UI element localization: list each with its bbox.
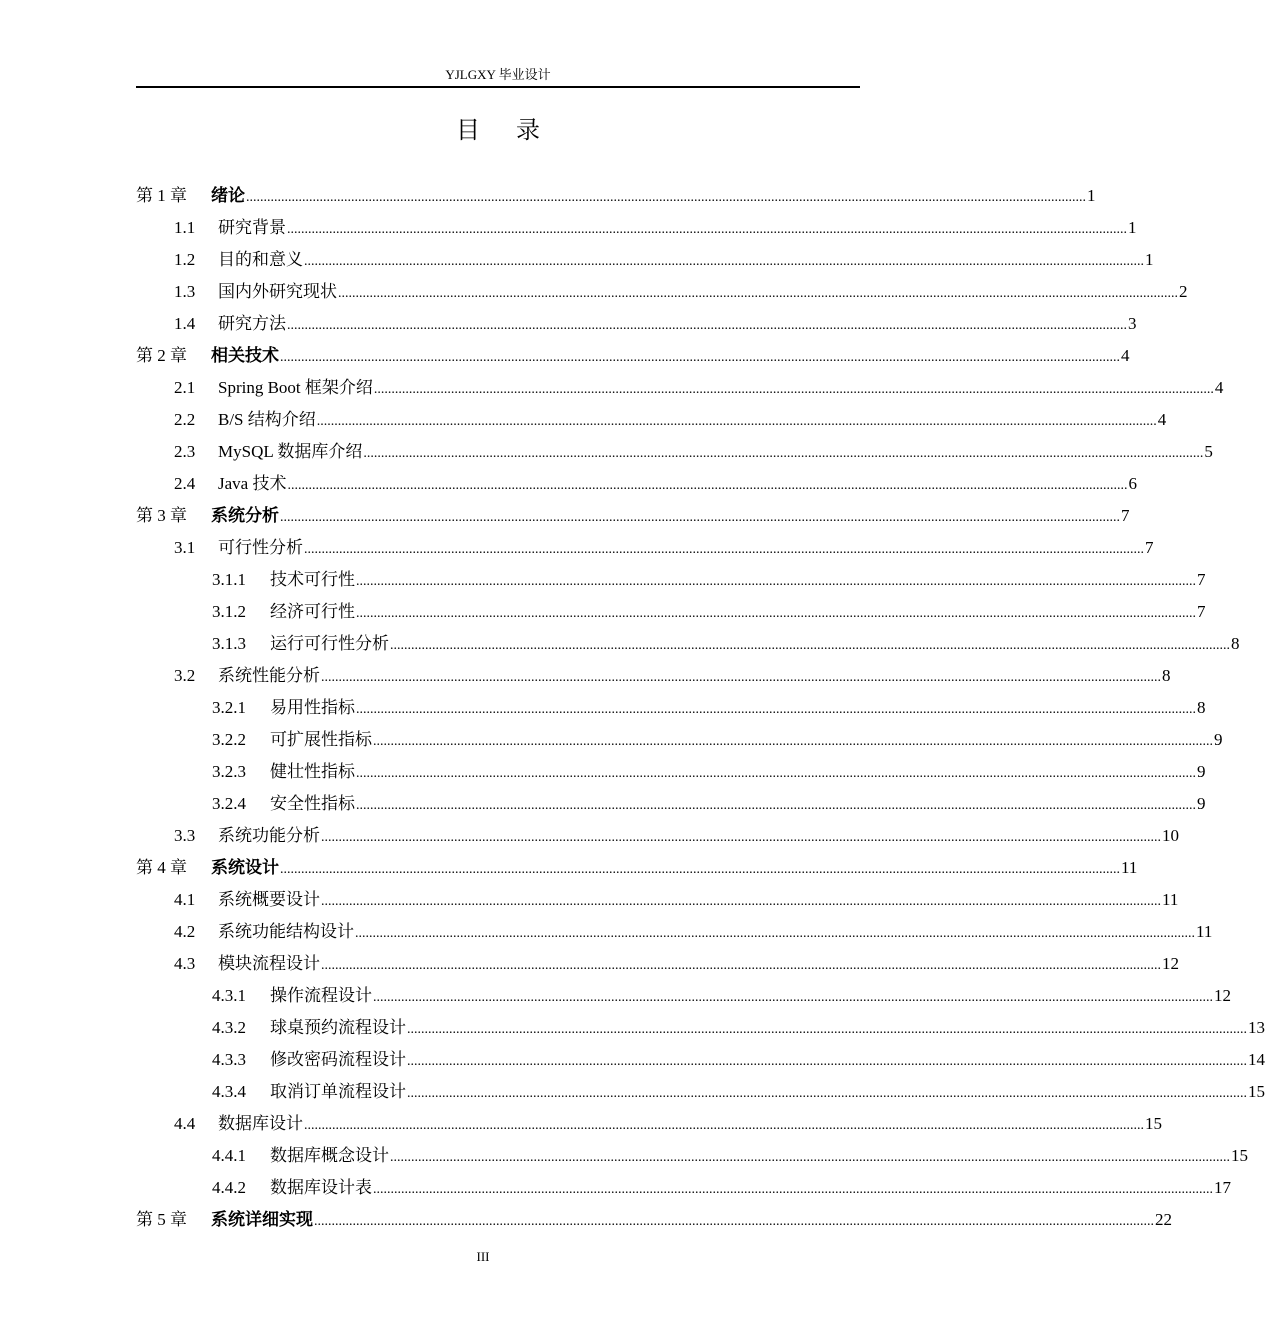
toc-entry-number: 3.3 [174, 826, 196, 845]
toc-entry-title: 系统详细实现 [211, 1210, 313, 1229]
toc-entry-number: 3.2.1 [212, 698, 246, 717]
toc-entry[interactable] [174, 373, 1224, 403]
toc-entry-page: 7 [1121, 506, 1130, 525]
toc-leader-dots: ................................................................................................................................................................................................................................................ [407, 1022, 1247, 1037]
toc-entry-title: 健壮性指标 [270, 762, 355, 781]
toc-entry[interactable] [174, 661, 1171, 691]
toc-leader-dots: ................................................................................................................................................................................................................................................ [321, 894, 1161, 909]
toc-entry-number: 第 5 章 [136, 1210, 187, 1229]
toc-entry[interactable] [212, 1013, 1265, 1043]
toc-entry-title: 研究背景 [218, 218, 286, 237]
toc-entry[interactable] [212, 1045, 1265, 1075]
toc-leader-dots: ................................................................................................................................................................................................................................................ [321, 830, 1161, 845]
toc-entry[interactable] [136, 501, 1130, 531]
toc-entry[interactable] [174, 309, 1137, 339]
toc-entry-title: 可扩展性指标 [270, 730, 372, 749]
toc-entry-page: 15 [1145, 1114, 1162, 1133]
toc-entry-number: 2.4 [174, 474, 196, 493]
toc-leader-dots: ................................................................................................................................................................................................................................................ [314, 1214, 1154, 1229]
toc-entry-title: Java 技术 [218, 474, 287, 493]
toc-leader-dots: ................................................................................................................................................................................................................................................ [356, 574, 1196, 589]
toc-entry-page: 6 [1128, 474, 1137, 493]
toc-leader-dots: ................................................................................................................................................................................................................................................ [356, 606, 1196, 621]
toc-leader-dots: ................................................................................................................................................................................................................................................ [373, 1182, 1213, 1197]
toc-leader-dots: ................................................................................................................................................................................................................................................ [246, 190, 1086, 205]
toc-entry[interactable] [174, 437, 1213, 467]
toc-entry-page: 8 [1162, 666, 1171, 685]
toc-entry-number: 3.2.2 [212, 730, 246, 749]
header-rule [136, 86, 860, 88]
toc-entry[interactable] [174, 949, 1179, 979]
toc-entry-title: MySQL 数据库介绍 [218, 442, 363, 461]
toc-entry[interactable] [212, 565, 1206, 595]
toc-entry[interactable] [174, 469, 1137, 499]
toc-entry[interactable] [136, 1205, 1172, 1235]
toc-leader-dots: ................................................................................................................................................................................................................................................ [338, 286, 1178, 301]
toc-entry-title: 数据库概念设计 [270, 1146, 389, 1165]
toc-entry-title: 运行可行性分析 [270, 634, 389, 653]
toc-entry-title: 国内外研究现状 [218, 282, 337, 301]
toc-entry-page: 15 [1248, 1082, 1265, 1101]
toc-entry[interactable] [174, 213, 1137, 243]
toc-leader-dots: ................................................................................................................................................................................................................................................ [321, 670, 1161, 685]
toc-entry-title: 取消订单流程设计 [270, 1082, 406, 1101]
toc-entry[interactable] [136, 341, 1130, 371]
toc-entry-page: 1 [1087, 186, 1096, 205]
toc-entry-number: 第 1 章 [136, 186, 187, 205]
toc-entry-title: 绪论 [211, 186, 245, 205]
toc-leader-dots: ................................................................................................................................................................................................................................................ [304, 542, 1144, 557]
toc-entry-number: 4.3.3 [212, 1050, 246, 1069]
toc-entry-page: 22 [1155, 1210, 1172, 1229]
toc-entry[interactable] [212, 757, 1206, 787]
toc-leader-dots: ................................................................................................................................................................................................................................................ [373, 990, 1213, 1005]
toc-entry-number: 4.4.1 [212, 1146, 246, 1165]
toc-entry-number: 3.1.3 [212, 634, 246, 653]
toc-leader-dots: ................................................................................................................................................................................................................................................ [356, 766, 1196, 781]
toc-entry-number: 2.3 [174, 442, 196, 461]
toc-entry-page: 11 [1121, 858, 1138, 877]
toc-leader-dots: ................................................................................................................................................................................................................................................ [390, 1150, 1230, 1165]
toc-entry-page: 4 [1121, 346, 1130, 365]
toc-entry-page: 4 [1157, 410, 1167, 429]
toc-entry[interactable] [174, 245, 1154, 275]
toc-entry-number: 3.2.4 [212, 794, 246, 813]
toc-entry-number: 1.2 [174, 250, 196, 269]
toc-entry[interactable] [174, 533, 1154, 563]
toc-leader-dots: ................................................................................................................................................................................................................................................ [280, 510, 1120, 525]
toc-entry-title: 操作流程设计 [270, 986, 372, 1005]
toc-entry-title: 系统概要设计 [218, 890, 320, 909]
toc-leader-dots: ................................................................................................................................................................................................................................................ [304, 254, 1144, 269]
toc-entry-title: 易用性指标 [270, 698, 355, 717]
toc-entry-page: 17 [1214, 1178, 1231, 1197]
toc-entry-title: 研究方法 [218, 314, 286, 333]
toc-leader-dots: ................................................................................................................................................................................................................................................ [356, 798, 1196, 813]
toc-entry[interactable] [212, 1141, 1248, 1171]
toc-entry[interactable] [212, 981, 1231, 1011]
toc-entry-title: 技术可行性 [270, 570, 355, 589]
toc-entry[interactable] [136, 181, 1096, 211]
toc-entry-page: 7 [1145, 538, 1154, 557]
toc-entry-title: 数据库设计 [218, 1114, 303, 1133]
toc-leader-dots: ................................................................................................................................................................................................................................................ [390, 638, 1230, 653]
toc-leader-dots: ................................................................................................................................................................................................................................................ [280, 350, 1120, 365]
toc-title: 目录 [456, 118, 576, 144]
toc-entry-number: 第 4 章 [136, 858, 187, 877]
toc-entry[interactable] [212, 1077, 1265, 1107]
toc-entry[interactable] [212, 1173, 1231, 1203]
toc-entry[interactable] [212, 693, 1206, 723]
toc-entry-page: 14 [1248, 1050, 1265, 1069]
toc-entry-number: 4.4 [174, 1114, 196, 1133]
toc-entry[interactable] [212, 629, 1240, 659]
toc-leader-dots: ................................................................................................................................................................................................................................................ [373, 382, 1214, 397]
toc-entry[interactable] [174, 277, 1188, 307]
toc-entry-title: 系统功能结构设计 [218, 922, 354, 941]
toc-entry[interactable] [174, 885, 1179, 915]
toc-entry[interactable] [174, 917, 1213, 947]
toc-entry-page: 11 [1196, 922, 1213, 941]
toc-entry-title: 数据库设计表 [270, 1178, 372, 1197]
toc-entry-number: 3.2 [174, 666, 196, 685]
toc-entry-number: 4.1 [174, 890, 196, 909]
toc-entry-page: 8 [1231, 634, 1240, 653]
toc-entry-number: 3.1 [174, 538, 196, 557]
toc-entry-page: 12 [1214, 986, 1231, 1005]
toc-leader-dots: ................................................................................................................................................................................................................................................ [287, 222, 1127, 237]
toc-entry-page: 9 [1197, 762, 1206, 781]
toc-entry-title: 目的和意义 [218, 250, 303, 269]
toc-entry-number: 4.3 [174, 954, 196, 973]
toc-entry-page: 2 [1179, 282, 1188, 301]
toc-leader-dots: ................................................................................................................................................................................................................................................ [316, 414, 1157, 429]
toc-entry[interactable] [212, 725, 1223, 755]
toc-entry-page: 5 [1204, 442, 1213, 461]
toc-entry-title: 系统设计 [211, 858, 279, 877]
toc-entry-title: 可行性分析 [218, 538, 303, 557]
toc-entry-number: 4.3.2 [212, 1018, 246, 1037]
toc-leader-dots: ................................................................................................................................................................................................................................................ [355, 926, 1195, 941]
toc-leader-dots: ................................................................................................................................................................................................................................................ [321, 958, 1161, 973]
toc-entry[interactable] [174, 821, 1179, 851]
toc-entry-title: 相关技术 [211, 346, 279, 365]
toc-leader-dots: ................................................................................................................................................................................................................................................ [287, 478, 1128, 493]
toc-leader-dots: ................................................................................................................................................................................................................................................ [363, 446, 1204, 461]
page-number: III [476, 1249, 490, 1264]
toc-entry-page: 8 [1197, 698, 1206, 717]
toc-entry[interactable] [174, 405, 1167, 435]
toc-entry-number: 1.4 [174, 314, 196, 333]
toc-entry-number: 3.1.1 [212, 570, 246, 589]
toc-leader-dots: ................................................................................................................................................................................................................................................ [407, 1086, 1247, 1101]
toc-entry-title: 模块流程设计 [218, 954, 320, 973]
toc-entry-number: 1.3 [174, 282, 196, 301]
toc-entry-number: 2.1 [174, 378, 196, 397]
toc-entry-number: 3.1.2 [212, 602, 246, 621]
toc-entry[interactable] [174, 1109, 1162, 1139]
toc-leader-dots: ................................................................................................................................................................................................................................................ [356, 702, 1196, 717]
toc-entry-number: 4.2 [174, 922, 196, 941]
toc-leader-dots: ................................................................................................................................................................................................................................................ [304, 1118, 1144, 1133]
toc-entry-title: 系统性能分析 [218, 666, 320, 685]
toc-entry[interactable] [212, 789, 1206, 819]
toc-entry[interactable] [212, 597, 1206, 627]
toc-entry-number: 2.2 [174, 410, 196, 429]
toc-entry-title: B/S 结构介绍 [218, 410, 316, 429]
toc-entry-page: 12 [1162, 954, 1179, 973]
toc-entry-title: 球桌预约流程设计 [270, 1018, 406, 1037]
toc-entry-number: 4.3.1 [212, 986, 246, 1005]
toc-entry-page: 7 [1197, 570, 1206, 589]
toc-entry-number: 3.2.3 [212, 762, 246, 781]
page-header: YJLGXY 毕业设计 [445, 67, 551, 82]
toc-entry-page: 4 [1214, 378, 1224, 397]
toc-entry-title: 安全性指标 [270, 794, 355, 813]
toc-entry-page: 10 [1162, 826, 1179, 845]
toc-leader-dots: ................................................................................................................................................................................................................................................ [407, 1054, 1247, 1069]
toc-entry-number: 1.1 [174, 218, 196, 237]
toc-entry-page: 15 [1231, 1146, 1248, 1165]
toc-leader-dots: ................................................................................................................................................................................................................................................ [287, 318, 1127, 333]
toc-entry-page: 3 [1128, 314, 1137, 333]
toc-entry-number: 4.3.4 [212, 1082, 246, 1101]
toc-entry-page: 1 [1128, 218, 1137, 237]
toc-entry-page: 7 [1197, 602, 1206, 621]
toc-entry-number: 4.4.2 [212, 1178, 246, 1197]
toc-entry-title: 修改密码流程设计 [270, 1050, 406, 1069]
toc-entry-page: 9 [1214, 730, 1223, 749]
toc-entry-number: 第 3 章 [136, 506, 187, 525]
toc-entry-page: 13 [1248, 1018, 1265, 1037]
toc-entry-page: 11 [1162, 890, 1179, 909]
toc-leader-dots: ................................................................................................................................................................................................................................................ [373, 734, 1213, 749]
toc-entry-title: Spring Boot 框架介绍 [218, 378, 373, 397]
toc-entry-page: 9 [1197, 794, 1206, 813]
toc-entry-title: 系统功能分析 [218, 826, 320, 845]
toc-entry-title: 系统分析 [211, 506, 279, 525]
toc-entry[interactable] [136, 853, 1138, 883]
toc-entry-title: 经济可行性 [270, 602, 355, 621]
toc-entry-number: 第 2 章 [136, 346, 187, 365]
toc-leader-dots: ................................................................................................................................................................................................................................................ [280, 862, 1120, 877]
toc-entry-page: 1 [1145, 250, 1154, 269]
